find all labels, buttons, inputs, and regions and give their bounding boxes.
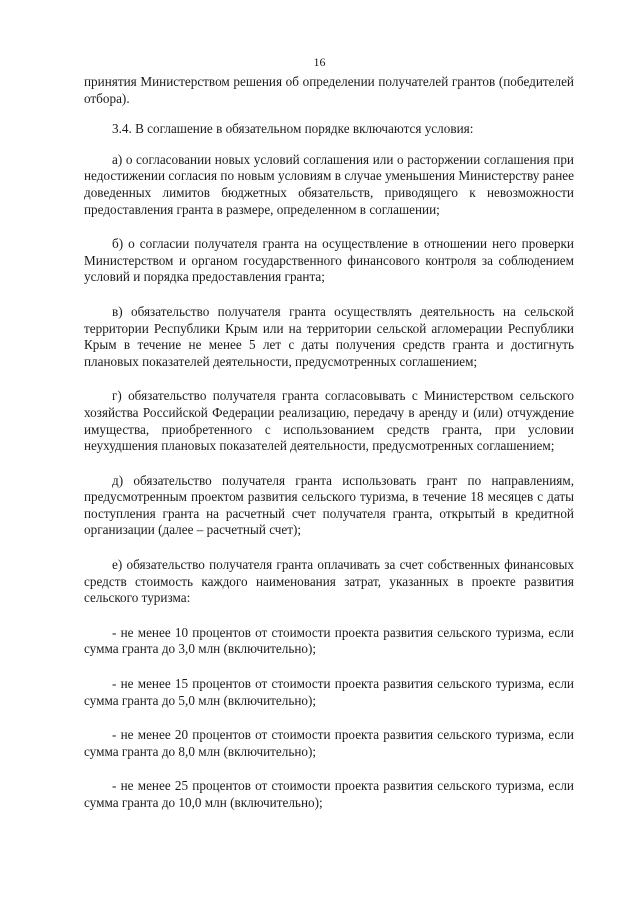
list-item-15-percent: - не менее 15 процентов от стоимости проекта развития сельского туризма, если сумма гранта до 5,0 млн (включительно);	[84, 676, 574, 708]
list-item-20-percent: - не менее 20 процентов от стоимости проекта развития сельского туризма, если сумма гранта до 8,0 млн (включительно);	[84, 727, 574, 759]
list-item-10-percent: - не менее 10 процентов от стоимости проекта развития сельского туризма, если сумма гранта до 3,0 млн (включительно);	[84, 624, 574, 657]
paragraph-item-e: е) обязательство получателя гранта оплачивать за счет собственных финансовых средств стоимость каждого наименования затрат, указанных в проекте развития сельского туризма:	[84, 557, 574, 606]
paragraph-item-a: а) о согласовании новых условий соглашения или о расторжении соглашения при недостижении согласия по новым условиям в случае уменьшения Министерству ранее доведенных лимитов бюджетных обязательств, приводящего к невозможности предоставления гранта в размере, определенном в соглашении;	[84, 151, 574, 217]
list-item-25-percent: - не менее 25 процентов от стоимости проекта развития сельского туризма, если сумма гранта до 10,0 млн (включительно);	[84, 778, 574, 810]
paragraph-section-3-4: 3.4. В соглашение в обязательном порядке включаются условия:	[112, 121, 474, 137]
paragraph-continuation: принятия Министерством решения об определении получателей грантов (победителей отбора).	[84, 74, 574, 106]
paragraph-item-v: в) обязательство получателя гранта осуществлять деятельность на сельской территории Республики Крым или на территории сельской агломерации Республики Крым в течение не менее 5 лет с даты получения средств гранта и достигнуть плановых показателей деятельности, предусмотренных соглашением;	[84, 303, 574, 369]
paragraph-item-b: б) о согласии получателя гранта на осуществление в отношении него проверки Министерством и органом государственного финансового контроля за соблюдением условий и порядка предоставления гранта;	[84, 236, 574, 285]
paragraph-item-g: г) обязательство получателя гранта согласовывать с Министерством сельского хозяйства Российской Федерации реализацию, передачу в аренду и (или) отчуждение имущества, приобретенного с использованием средств гранта, при условии неухудшения плановых показателей деятельности, предусмотренных соглашением;	[84, 388, 574, 454]
document-body	[84, 74, 574, 812]
page-number: 16	[313, 55, 326, 69]
paragraph-item-d: д) обязательство получателя гранта использовать грант по направлениям, предусмотренным проектом развития сельского туризма, в течение 18 месяцев с даты поступления гранта на расчетный счет получателя гранта, открытый в кредитной организации (далее – расчетный счет);	[84, 472, 574, 538]
